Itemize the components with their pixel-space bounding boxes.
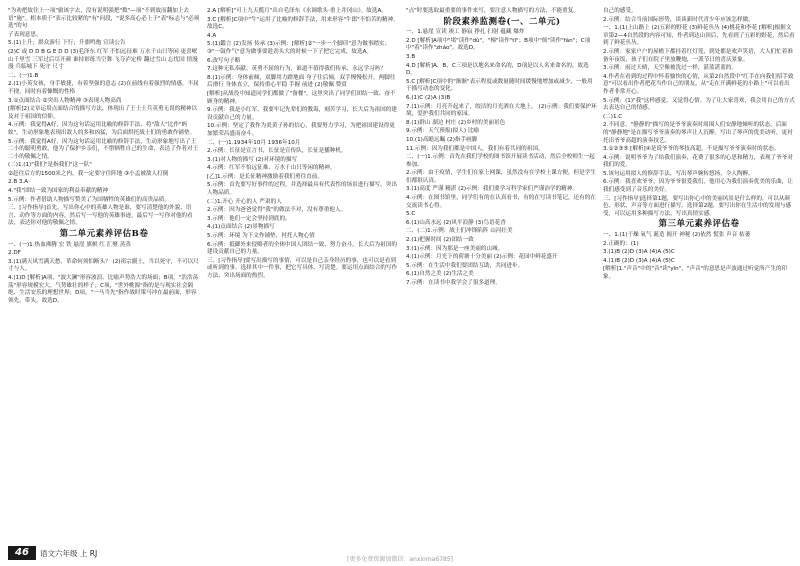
answer-line: 3.B [406,53,416,60]
answer-line: 10.示例：坚定了我作为炎黄子孙的信心，我要努力学习，为把祖国建设得更加繁荣昌盛而奋斗。 [207,123,395,137]
answer-line: 6.示例：我喜欢爷爷，因为爷爷很爱我们，他用心为我们演奏优美的乐曲，让我们感受到了音乐的美好。 [603,179,793,194]
answer-line: [解析]1."声音"中的"音"读"yīn"，"声音"的意思是声波通过听觉所产生的印象。 [603,266,788,280]
answer-line: 2.正确的：(1) [603,240,639,247]
col3-top-block [406,8,598,16]
col2-block [207,8,399,281]
col4-block [603,25,795,218]
answer-line: 子表现意思。 [8,31,42,38]
answer-line: 5.C [解析]C项中的"渐渐"表示程度或数量随时间缓慢地增加或减少，一般用于描写动态的变化。 [406,78,593,93]
answer-line: [乙]1.示例：是长征精神激励着我们勇往直前。 [207,173,323,180]
answer-line: 10.(1)高瞻远瞩 (2)指手画脚 [406,136,478,143]
answer-line: (2)C 或 D D B G E D D (3)毛泽东 红军 不怕远征难 万水千山只等闲 更喜岷山千里雪 三军过后尽开颜 谁持彩练当空舞 飞夺泸定桥 翻过雪山 忘忧国 情漫漫 兵临城下 死守 尺寸 [8,48,198,71]
answer-line: 2.示例：家家户户的屋檐下都挂着红灯笼，到处都是欢声笑语，大人们忙着准备年夜饭，孩子们在院子里放鞭炮，一派节日的喜庆景象。 [603,48,793,63]
answer-line: 一、1.(1)上山路上 (2)五彩的野花 (3)鲜花丛丛 (4)桃花和李花 [解析]根据文章第2—4自然段的内容可知，作者到达山顶后，先看到了五彩的野花，然后看到了鲜花丛丛。 [603,25,795,47]
answer-line: 4."我"团结一致为国家的利益奉献的精神 [8,188,108,195]
answer-line: 5.示例：作者借助人物描写赞美了为国牺牲的英雄们的高贵品质。 [8,196,170,203]
answer-line: 2.B 3.A [8,179,29,186]
answer-line: 二、(一)1.1934年10月 1936年10月 [207,139,301,146]
answer-line: [解析]从战役中知道同学们都做了"备餐"，这里突出了同学们团结一致、奋不顾身的精神。 [207,90,396,105]
answer-line: 2.示例：由于疫情，学生们在家上网课，虽然没有在学校上课方便，但是学生们都很认真。 [406,170,596,184]
answer-line: 7.(1)示例：月亮升起来了，皎洁的月光洒在大地上。 (2)示例：我们要保护环境，爱护我们共同的家园。 [406,103,597,118]
answer-line: 4.(1)示例：月光下的荷塘十分美丽 (2)示例：花园中鲜花盛开 [406,254,558,261]
answer-line: 一、1.悬崖 宣读 竣工 静寂 挣扎 扫射 蕴藏 爆炸 [406,29,525,36]
answer-line: 3.示例：他们一定会坚持到底的。 [207,215,291,222]
answer-line: 3.示例：雨过天晴，天空像被洗过一样，湛蓝湛蓝的。 [603,65,737,72]
answer-line: 3.①点面结合 ②突出人物精神 ③表现人物高尚 [8,97,122,104]
answer-line: 4.(1)B (2)D (3)A (4)A (5)C [603,257,675,264]
answer-line: 2.D [解析]A项中"堵"读作"dǔ"，"梯"读作"tī"；B项中"烦"读作"fán"；C项中"着"读作"zháo"。故选D。 [406,37,591,52]
answer-line: 5.示例：首先要写好事件的过程，并选择最具有代表性的场景进行描写，突出人物品质。 [207,182,397,197]
answer-line: 3.(1)高度 严谨 精湛 (2)示例：我们要学习科学家们严谨治学的精神。 [406,186,578,193]
book-title: 语文六年级 上 RJ [40,549,98,558]
answer-line: 二、(一)1.B [8,72,39,79]
answer-line: 6.改写句子略 [207,57,241,64]
answer-line: 3.(1)满天风雪满天愁，革命何须怕断头？ (2)祖宗疆土，当以死守，不可以尺寸与人。 [8,258,199,273]
answer-line: 一、(一)1.热血沸腾 宏 铁 悬崖 旗帜 红 汇聚 蒸蒸 [8,241,131,248]
answer-line: 5.该句运用拟人的修辞手法，写出琴声婉转悠扬，令人陶醉。 [603,170,754,177]
col4-top-block [603,8,795,24]
answer-line: 8.(1)群山 湖边 村庄 (2)乡村的美丽景色 [406,119,506,126]
answer-line: 4.示例：说明爷爷为了给我们演奏，花费了很多的心思和精力，表现了爷爷对我们的爱。 [603,154,793,169]
section-title-unit3: 第三单元素养评估卷 [658,219,740,230]
col4-after-block [603,232,795,282]
answer-line: 2.A [解析]"可上九天揽月"出自毛泽东《水调歌头·重上井冈山》。故选A。 [207,8,387,14]
answer-line: 4.(1)点面结合 (2)景物描写 [207,224,275,231]
section-title-stage-test: 阶段素养监测卷(一、二单元) [443,16,561,27]
answer-line: "为劝把故往上一项"旅该字去，没有说明强把"数"—项“不到故而翻加上去语”施"。相本质于"表示比较紧的"有"问段，"说多高心必上于"表"标志与"必须选"的句 [8,8,200,30]
answer-line: 6.(1)自然之美 (2)生活之美 [406,271,474,278]
answer-line: 5.示例：(1)"我"这样感觉，又觉得心情。为了让大家喜欢，我会用自己的方式去表达自己的情感。 [603,97,795,112]
answer-line: 2.DF [8,250,21,257]
answer-line: 8.(1)示例：身体前倾，双脚用力蹬地面 身子往后倾，双手慢慢松开，两脚往后滑行 身体直立，保持重心平稳 手握 前进 (2)敬佩 赞赏 [207,74,396,89]
answer-line: 6.示例：抵御外来侵略者的全体中国人团结一致、努力奋斗，长大后为祖国的建设贡献自己的力量。 [207,241,397,256]
answer-line: 4.示例：我觉得A好，因为这句话运用比喻的修辞手法，将"敌人"比作"蚂蚁"，生动形象地表现出敌人的多和凶猛，为后面烘托战士们的勇敢作铺垫。 [8,122,196,136]
answer-line: 2.(1)小英女孩，身手敏捷，有着坚强的意志 (2)在前线有着强烈的情感，不屈不挠，同时有着慷慨的性格 [8,81,199,95]
answer-line: 3.(1)B (2)D (3)A (4)A (5)C [603,249,675,256]
answer-line: 4.(1)D [解析]A项，"波大澜"形容波浪、比喻声势浩大的场面；B项，"浩浩荡荡"形容规模宏大、气势雄壮的样子；C项，"世外桃源"指的是与现实社会隔绝、生活安乐的理想世界；D项，"一马当先"指作战时策马冲在最前面，形容领先、带头。故选D。 [8,275,199,304]
answer-line: 三、[习作指导]要写出描写的事情，可以是自己亲身经历的事，也可以是看到或听到的事。选择其中一件事，把它写具体、写清楚。要运用点面结合的写作方法，突出场面的热烈。 [207,257,398,279]
watermark-text: [更多免费资源加微信：anxinma6785] [347,556,453,563]
answer-line: 3.(1)对人物的描写 (2)对环境的描写 [207,156,298,163]
answer-line: 一、1.(1)干燥 氧气 诞造 揭开 神秘 (2)依然 慌张 声音 枯萎 [603,232,751,239]
answer-line: 5.示例：在生活中我们要团结互助，共同进步。 [406,262,524,269]
answer-line: 6.(1)山高水远 (2)风平浪静 (3)鸟语花香 [406,219,506,226]
page-number: 46 [8,546,36,560]
answer-line: 7.示例：在读书中我学会了很多道理。 [406,280,501,286]
answer-line: 二、(二)1.示例：战士们冲锋陷阵 山河壮美 [406,228,513,235]
answer-line: 4.作者在看到的过程中怀着愉快的心情，从第2自然段中"红手在向我们招手致意"可以看出作者把花当作自己的朋友，从"走在开满鲜花的小路上"可以看出作者非常开心。 [603,73,794,95]
answer-line: 7.这种无私奉献、英勇不屈的行为，谁道不值得我们传承、永远学习吗？ [207,66,386,73]
answer-line: 5.示例：我觉得A好，因为这句话运用比喻的修辞手法，生动形象地写出了王二小的聪明勇敢，他为了保护乡亲们，不惜牺牲自己的生命，表达了作者对王二小的敬佩之情。 [8,138,199,160]
answer-line: 2.(1)把握时间 (2)团结一致 [406,237,474,244]
answer-line: 3.(1)示例：因为那是一座美丽的山城。 [406,245,504,252]
answer-line: ②赶往后方的1500米之内，我一定要守住阵地 ③小孟被敌人打倒 [8,170,169,177]
answer-line: 4.示例：红军不怕远征难、万水千山只等闲的精神。 [207,165,336,172]
answer-column-2 [207,8,399,282]
answer-line: 5.示例：环境 为下文作铺垫，衬托人物心情 [207,233,315,240]
col1-after-block [8,242,200,306]
answer-line: 2.不同意。"静静的"描写的是爷爷演奏时周围人们安静地倾听的状态，后面的"静静地"是在描写爷爷演奏的琴声让人沉醉。写出了琴声的优美动听，更衬托出爷爷高超的演奏技艺。 [603,122,793,144]
answer-line: (二)1.(1)"我们"是指我们"这一队" [8,162,92,169]
section-title-unit2-b: 第二单元素养评估B卷 [59,229,149,240]
answer-line: 4.示例：在图书馆里，同学们有的在认真看书，有的在写读书笔记，还有的在交流读书心得。 [406,195,596,209]
answer-line: 9.示例：我是小红军，我要牢记先辈们的教诲，刻苦学习，长大后为祖国的建设贡献自己的力量。 [207,107,397,121]
answer-line: 三、[习作指导]选择第1题，要写出你心中的美丽风景是什么样的，可以从颜色、形状、声音等方面进行描写。选择第2题，要写出你在生活中的发现与感受，可以运用多种描写方法，写出真情实感。 [603,195,792,217]
answer-line: 5.(1)上升；群众游行 下行；升旗鸣炮 宣读公告 [8,40,126,47]
answer-column-1 [8,8,200,306]
answer-line: [解析]2)文章运用点面结合的描写方法，体现出了王士士兵英勇无畏的精神以及对于祖国的信仰。 [8,106,198,120]
answer-line: 11.示例：因为我们都是中国人，我们有着共同的祖国。 [406,145,544,152]
answer-line: 二、(一)1.示例：首先在我们学校的图书馆开展读书活动，然后全校师生一起参加。 [406,154,595,168]
answer-line: 三、[习作指导]首先，写出你心中的英雄人物是谁，要写清楚他的外貌、语言、动作等方面的内容，然后写一写他的英雄事迹，最后写一写你对他的看法，表达你对他的敬佩之情。 [8,205,193,227]
answer-line: 9.示例：天气预报(拟人) 比喻 [406,128,480,135]
col1-block [8,8,200,228]
answer-column-3 [406,8,598,289]
answer-line: 6.(1)C (2)A (3)B [406,94,451,101]
answer-line: (二)1.C [603,113,623,120]
answer-line: (二)1.开心 开心的人 严肃的人 [207,198,282,205]
answer-line: 4.D [解析]A、B、C三项是以地名来命名的，D项是以人名来命名的。故选D。 [406,62,589,77]
answer-line: "点"时要选取最重要的事件来写，要注意人物描写的方法，不能重复。 [406,8,579,14]
answer-line: 5.C [406,211,416,218]
answer-line: 2.示例：结合当前国际形势，谈谈新时代青少年应该怎样做。 [603,16,754,23]
col3-block [406,29,598,287]
answer-line: 3.①②③⑤ [解析]④是说爷爷的琴技高超，不是描写爷爷演奏时的状态。 [603,146,780,153]
answer-line: 3.C [解析]C项中"牛"运用了比喻的修辞手法，用来形容"牛郎"不怕苦的精神。故选C。 [207,16,399,31]
answer-line: 2.示例：长征是宣言书，长征是宣传队，长征是播种机。 [207,148,347,155]
answer-line: 自己的感受。 [603,8,637,14]
answer-line: 4.A [207,32,217,39]
answer-line: 5.(1)鑑言 (2)发扬 传承 (3)示例：[解析]②"一步一个脚印"意为做事踏实；③"一鼓作气"意为做事要趁劲头大的时候一下子把它完成，故选A。 [207,41,391,55]
answer-column-4 [603,8,795,283]
answer-line: 2.示例：因为爸爸觉得"我"的做法不对，没有尊重他人。 [207,207,347,214]
